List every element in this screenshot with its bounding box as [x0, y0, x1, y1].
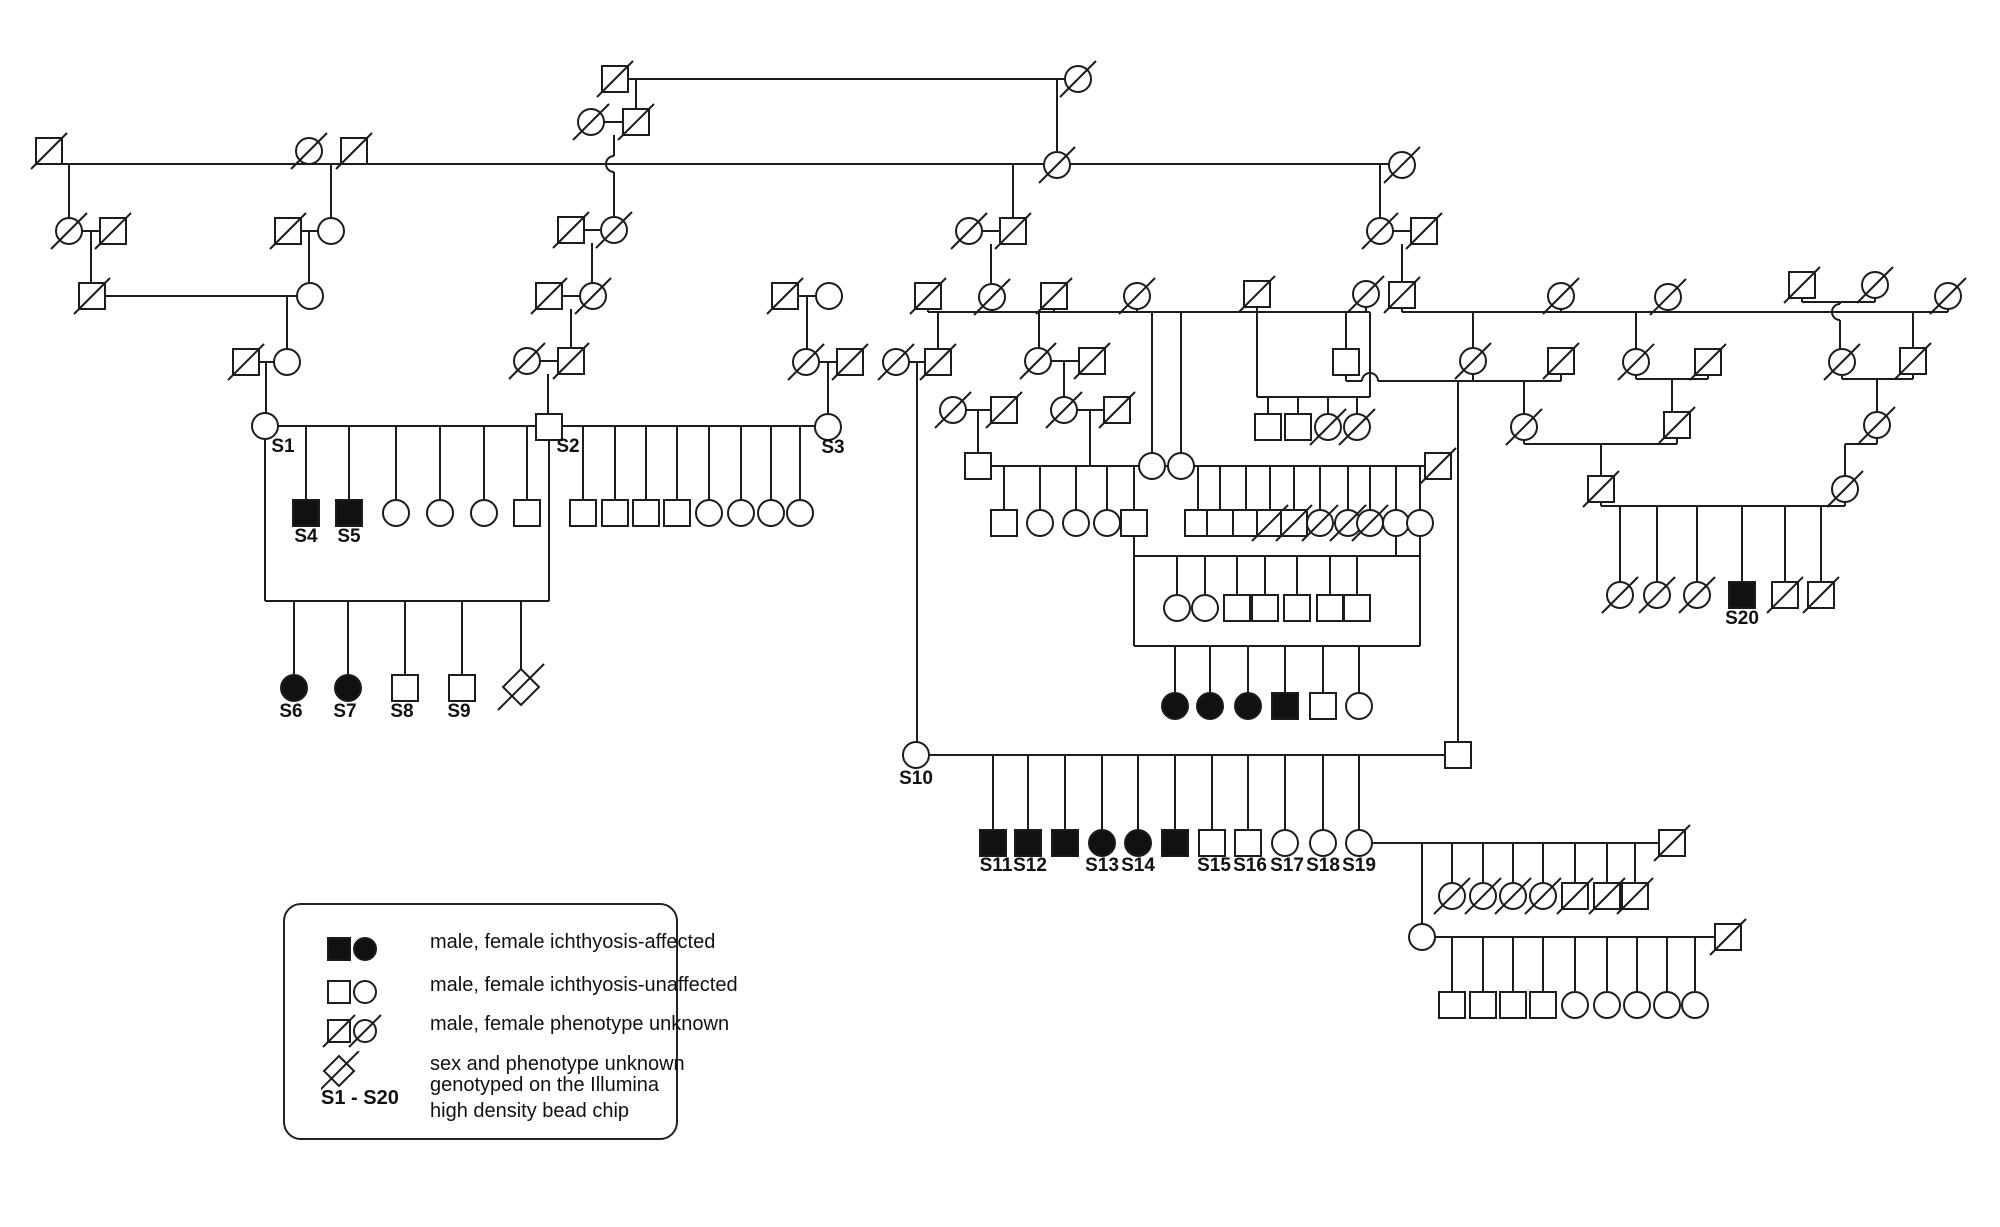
legend-symbol-icon [354, 938, 376, 960]
person-symbol [1710, 919, 1746, 955]
person-symbol [1434, 878, 1470, 914]
person-label-S3: S3 [821, 437, 845, 458]
legend-symbol-icon [328, 981, 350, 1003]
person-symbol [31, 133, 67, 169]
person-S6 [281, 675, 307, 701]
person-S20 [1729, 582, 1755, 608]
person-symbol [531, 278, 567, 314]
person-symbol [1348, 276, 1384, 312]
person-symbol [95, 213, 131, 249]
person-symbol [1690, 344, 1726, 380]
person-symbol [1063, 510, 1089, 536]
person-symbol [514, 500, 540, 526]
person-symbol [1543, 343, 1579, 379]
person-symbol [1346, 693, 1372, 719]
person-symbol [1384, 277, 1420, 313]
person-symbol [1362, 213, 1398, 249]
person-S17 [1272, 830, 1298, 856]
person-symbol [318, 218, 344, 244]
person-symbol [1310, 693, 1336, 719]
person-symbol [274, 349, 300, 375]
legend-symbol-icon [323, 1015, 355, 1047]
person-symbol [509, 343, 545, 379]
person-label-S4: S4 [294, 526, 318, 547]
person-symbol [1162, 830, 1188, 856]
person-symbol [1859, 407, 1895, 443]
person-symbol [1650, 279, 1686, 315]
person-symbol [1239, 276, 1275, 312]
person-symbol [1525, 878, 1561, 914]
person-S8 [392, 675, 418, 701]
person-symbol [297, 283, 323, 309]
person-symbol [1617, 878, 1653, 914]
person-symbol [427, 500, 453, 526]
legend-row-affected [321, 929, 715, 955]
person-label-S13: S13 [1085, 855, 1119, 876]
person-symbol [1445, 742, 1471, 768]
person-symbol [575, 278, 611, 314]
person-symbol [1384, 147, 1420, 183]
person-symbol [1039, 147, 1075, 183]
person-symbol [1233, 510, 1259, 536]
person-symbol [1235, 693, 1261, 719]
person-symbol [498, 664, 544, 710]
genotyped-range-key: S1 - S20 [321, 1086, 399, 1109]
person-label-S9: S9 [447, 701, 471, 722]
person-symbol [1272, 693, 1298, 719]
person-symbol [1339, 409, 1375, 445]
person-symbol [1583, 471, 1619, 507]
person-symbol [1383, 510, 1409, 536]
person-symbol [1197, 693, 1223, 719]
person-symbol [570, 500, 596, 526]
person-symbol [1557, 878, 1593, 914]
person-symbol [1407, 510, 1433, 536]
person-symbol [696, 500, 722, 526]
person-symbol [910, 278, 946, 314]
person-symbol [618, 104, 654, 140]
person-symbol [1255, 414, 1281, 440]
person-symbol [1027, 510, 1053, 536]
person-symbol [1618, 344, 1654, 380]
person-symbol [1121, 510, 1147, 536]
person-symbol [1543, 278, 1579, 314]
person-label-S8: S8 [390, 701, 414, 722]
person-S16 [1235, 830, 1261, 856]
person-symbol [471, 500, 497, 526]
person-symbol [1639, 577, 1675, 613]
person-label-S11: S11 [979, 855, 1013, 876]
person-symbol [1099, 392, 1135, 428]
person-symbol [1052, 830, 1078, 856]
person-symbol [1679, 577, 1715, 613]
legend-row-unaffected [321, 972, 738, 998]
legend-row-phenotype-unknown [321, 1011, 729, 1037]
person-label-S17: S17 [1270, 855, 1304, 876]
person-label-S16: S16 [1233, 855, 1267, 876]
person-symbol [1589, 878, 1625, 914]
person-symbol [1344, 595, 1370, 621]
person-symbol [1767, 577, 1803, 613]
legend-symbol-icon [354, 981, 376, 1003]
person-symbol [787, 500, 813, 526]
person-S7 [335, 675, 361, 701]
person-symbol [1654, 992, 1680, 1018]
legend-label: male, female ichthyosis-unaffected [430, 974, 738, 996]
legend-label: male, female phenotype unknown [430, 1013, 730, 1035]
person-symbol [1162, 693, 1188, 719]
person-label-S10: S10 [899, 768, 933, 789]
person-symbol [816, 283, 842, 309]
legend-label: sex and phenotype unknown [430, 1053, 685, 1075]
person-symbol [1285, 414, 1311, 440]
person-symbol [1624, 992, 1650, 1018]
person-symbol [758, 500, 784, 526]
person-S14 [1125, 830, 1151, 856]
legend-symbol-icon [328, 938, 350, 960]
person-symbol [935, 392, 971, 428]
legend-label: male, female ichthyosis-affected [430, 931, 716, 953]
legend-box [283, 903, 738, 1140]
person-symbol [1930, 278, 1966, 314]
person-symbol [1439, 992, 1465, 1018]
person-symbol [1252, 595, 1278, 621]
person-symbol [991, 510, 1017, 536]
person-label-S18: S18 [1306, 855, 1340, 876]
person-symbol [1784, 267, 1820, 303]
person-S5 [336, 500, 362, 526]
person-symbol [1224, 595, 1250, 621]
person-symbol [1895, 343, 1931, 379]
person-symbol [1827, 471, 1863, 507]
person-symbol [74, 278, 110, 314]
person-symbol [1500, 992, 1526, 1018]
person-symbol [1409, 924, 1435, 950]
person-symbol [995, 213, 1031, 249]
person-symbol [633, 500, 659, 526]
person-symbol [1333, 349, 1359, 375]
person-symbol [1803, 577, 1839, 613]
legend-row-genotyped [321, 1074, 660, 1122]
person-label-S2: S2 [556, 436, 580, 457]
person-S11 [980, 830, 1006, 856]
person-label-S1: S1 [271, 436, 295, 457]
person-symbol [1020, 343, 1056, 379]
person-symbol [878, 344, 914, 380]
person-S13 [1089, 830, 1115, 856]
legend-symbol-icon [349, 1015, 381, 1047]
person-symbol [596, 212, 632, 248]
person-symbol [1192, 595, 1218, 621]
person-symbol [1046, 392, 1082, 428]
person-symbol [1310, 409, 1346, 445]
person-symbol [1094, 510, 1120, 536]
person-symbol [1164, 595, 1190, 621]
person-symbol [832, 344, 868, 380]
person-symbol [1119, 278, 1155, 314]
person-symbol [1317, 595, 1343, 621]
person-symbol [1562, 992, 1588, 1018]
person-symbol [1207, 510, 1233, 536]
person-S9 [449, 675, 475, 701]
person-symbol [553, 343, 589, 379]
person-symbol [1506, 409, 1542, 445]
person-symbol [1659, 407, 1695, 443]
person-symbol [974, 279, 1010, 315]
person-symbol [767, 278, 803, 314]
person-label-S5: S5 [337, 526, 361, 547]
person-symbol [1284, 595, 1310, 621]
person-S12 [1015, 830, 1041, 856]
genotyped-text-line1: genotyped on the Illumina [430, 1074, 660, 1096]
person-symbol [728, 500, 754, 526]
person-symbol [788, 344, 824, 380]
legend-label [430, 1072, 659, 1124]
person-symbol [1168, 453, 1194, 479]
person-symbol [553, 212, 589, 248]
person-symbol [1420, 448, 1456, 484]
person-symbol [1455, 343, 1491, 379]
person-label-S12: S12 [1013, 855, 1047, 876]
person-S18 [1310, 830, 1336, 856]
person-symbol [1060, 61, 1096, 97]
person-symbol [51, 213, 87, 249]
person-symbol [664, 500, 690, 526]
person-symbol [228, 344, 264, 380]
person-symbol [951, 213, 987, 249]
person-symbol [1406, 213, 1442, 249]
person-symbol [1654, 825, 1690, 861]
person-symbol [573, 104, 609, 140]
person-S10 [903, 742, 929, 768]
person-symbol [1465, 878, 1501, 914]
person-label-S7: S7 [333, 701, 357, 722]
person-symbol [986, 392, 1022, 428]
person-S19 [1346, 830, 1372, 856]
person-symbol [1036, 278, 1072, 314]
person-symbol [1530, 992, 1556, 1018]
person-label-S6: S6 [279, 701, 303, 722]
person-symbol [1682, 992, 1708, 1018]
person-symbol [1074, 343, 1110, 379]
person-label-S15: S15 [1197, 855, 1231, 876]
genotyped-text-line2: high density bead chip [430, 1100, 630, 1122]
person-symbol [1857, 267, 1893, 303]
person-symbol [1824, 344, 1860, 380]
person-symbol [602, 500, 628, 526]
person-symbol [383, 500, 409, 526]
person-symbol [1470, 992, 1496, 1018]
person-label-S14: S14 [1121, 855, 1155, 876]
person-symbol [1139, 453, 1165, 479]
person-symbol [336, 133, 372, 169]
person-symbol [965, 453, 991, 479]
person-symbol [1594, 992, 1620, 1018]
person-symbol [1602, 577, 1638, 613]
person-symbol [1495, 878, 1531, 914]
person-S15 [1199, 830, 1225, 856]
person-S4 [293, 500, 319, 526]
person-symbol [920, 344, 956, 380]
person-label-S19: S19 [1342, 855, 1376, 876]
person-symbol [597, 61, 633, 97]
person-label-S20: S20 [1725, 608, 1759, 629]
person-symbol [270, 213, 306, 249]
